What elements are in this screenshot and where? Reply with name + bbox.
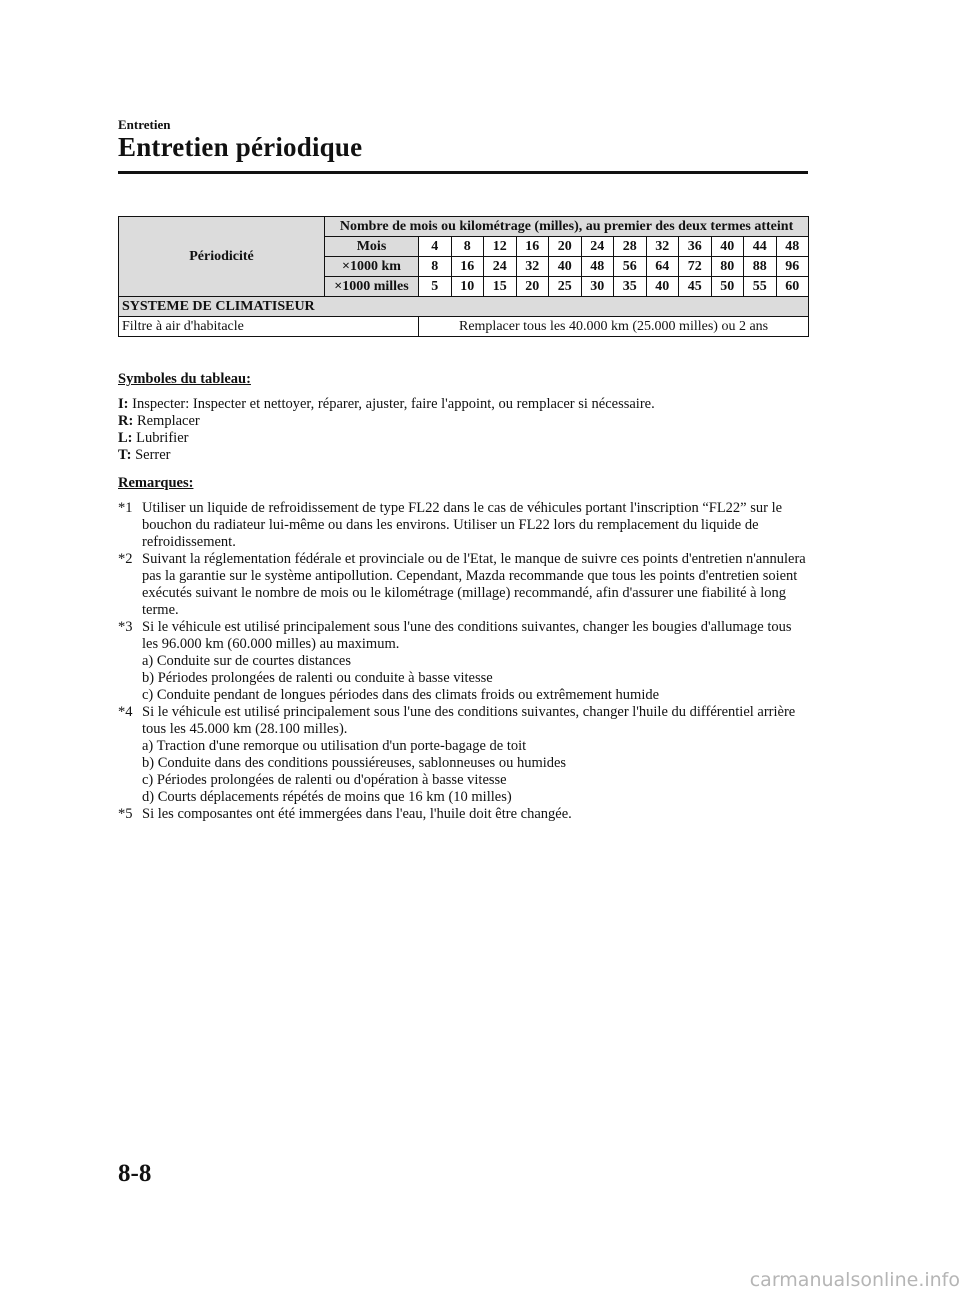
symbol-code: L: [118, 430, 133, 446]
interval-heading: Nombre de mois ou kilométrage (milles), au premier des deux termes atteint [325, 217, 809, 237]
table-cell: 48 [581, 257, 614, 277]
title-divider [118, 171, 808, 174]
table-cell: 40 [549, 257, 582, 277]
symbol-code: R: [118, 413, 134, 429]
table-cell: 44 [744, 237, 777, 257]
symbol-text: Lubrifier [136, 430, 189, 446]
remark-sub-item: b) Conduite dans des conditions poussiéreuses, sablonneuses ou humides [142, 755, 567, 771]
remark-mark: *5 [118, 806, 133, 822]
remark-mark: *1 [118, 500, 133, 516]
remark-item [118, 806, 808, 823]
table-cell: 8 [451, 237, 484, 257]
remark-item [118, 619, 808, 704]
table-cell: 50 [711, 277, 744, 297]
list-item [118, 396, 655, 413]
table-cell: 16 [516, 237, 549, 257]
remark-text: Si le véhicule est utilisé principalement sous l'une des conditions suivantes, changer l'huile du différentiel arrière tous les 45.000 km (28.100 milles). [142, 704, 796, 737]
list-item [118, 430, 655, 447]
table-cell: 20 [549, 237, 582, 257]
table-cell: 56 [614, 257, 647, 277]
remark-mark: *3 [118, 619, 133, 635]
remark-sub-item: d) Courts déplacements répétés de moins que 16 km (10 milles) [142, 789, 512, 805]
table-cell: 20 [516, 277, 549, 297]
table-cell: 36 [679, 237, 712, 257]
remark-item [118, 551, 808, 619]
remark-mark: *2 [118, 551, 133, 567]
symbol-text: Inspecter: Inspecter et nettoyer, réparer, ajuster, faire l'appoint, ou remplacer si nécessaire. [132, 396, 655, 412]
remark-mark: *4 [118, 704, 133, 720]
table-cell: 30 [581, 277, 614, 297]
table-cell: 80 [711, 257, 744, 277]
table-cell: 35 [614, 277, 647, 297]
table-section-title: SYSTEME DE CLIMATISEUR [119, 297, 809, 317]
remark-text: Si le véhicule est utilisé principalement sous l'une des conditions suivantes, changer les bougies d'allumage tous les 96.000 km (60.000 milles) au maximum. [142, 619, 792, 652]
table-cell: 15 [484, 277, 517, 297]
symbol-code: T: [118, 447, 132, 463]
remark-text: Suivant la réglementation fédérale et provinciale ou de l'Etat, le manque de suivre ces points d'entretien n'annulera pas la garantie sur le système antipollution. Cependant, Mazda recommande que tous les points d'entretien soient exécutés suivant le nombre de mois ou le kilométrage (millage) recommandé, afin d'assurer une fiabilité à long terme. [142, 551, 806, 618]
table-cell: 24 [484, 257, 517, 277]
symbol-code: I: [118, 396, 129, 412]
table-cell: 25 [549, 277, 582, 297]
table-cell: 55 [744, 277, 777, 297]
remark-item [118, 500, 808, 551]
symbol-text: Serrer [135, 447, 171, 463]
table-cell: 32 [516, 257, 549, 277]
row-label-months: Mois [325, 237, 419, 257]
remark-text: Utiliser un liquide de refroidissement de type FL22 dans le cas de véhicules portant l'inscription “FL22” sur le bouchon du radiateur lui-même ou dans les environs. Utiliser un FL22 lors du remplacement du liquide de refroidissement. [142, 500, 783, 550]
symbols-title: Symboles du tableau: [118, 371, 251, 387]
table-cell: 10 [451, 277, 484, 297]
item-instruction: Remplacer tous les 40.000 km (25.000 milles) ou 2 ans [419, 317, 809, 337]
table-cell: 48 [776, 237, 809, 257]
table-row [119, 217, 809, 237]
table-cell: 40 [646, 277, 679, 297]
table-cell: 28 [614, 237, 647, 257]
symbols-list [118, 396, 655, 464]
table-cell: 12 [484, 237, 517, 257]
table-cell: 16 [451, 257, 484, 277]
table-cell: 88 [744, 257, 777, 277]
remarks-title: Remarques: [118, 475, 194, 491]
table-cell: 24 [581, 237, 614, 257]
page-number: 8-8 [118, 1160, 152, 1187]
remark-text: Si les composantes ont été immergées dans l'eau, l'huile doit être changée. [142, 806, 572, 822]
remark-item [118, 704, 808, 806]
page-title: Entretien périodique [118, 132, 363, 162]
table-cell: 72 [679, 257, 712, 277]
table-cell: 64 [646, 257, 679, 277]
list-item [118, 413, 655, 430]
table-cell: 5 [419, 277, 452, 297]
table-cell: 96 [776, 257, 809, 277]
row-label-km: ×1000 km [325, 257, 419, 277]
remark-sub-item: c) Périodes prolongées de ralenti ou d'opération à basse vitesse [142, 772, 507, 788]
symbol-text: Remplacer [136, 413, 200, 429]
table-row [119, 317, 809, 337]
table-cell: 45 [679, 277, 712, 297]
remark-sub-item: c) Conduite pendant de longues périodes dans des climats froids ou extrêmement humide [142, 687, 660, 703]
remark-sub-item: a) Conduite sur de courtes distances [142, 653, 351, 669]
section-label: Entretien [118, 117, 171, 132]
list-item [118, 447, 655, 464]
row-label-miles: ×1000 milles [325, 277, 419, 297]
table-cell: 40 [711, 237, 744, 257]
table-cell: 60 [776, 277, 809, 297]
table-row [119, 297, 809, 317]
maintenance-schedule-table [118, 216, 809, 337]
table-cell: 32 [646, 237, 679, 257]
watermark[interactable]: carmanualsonline.info [749, 1269, 960, 1291]
remark-sub-item: a) Traction d'une remorque ou utilisation d'un porte-bagage de toit [142, 738, 527, 754]
remarks-list [118, 500, 808, 823]
period-label: Périodicité [119, 217, 325, 297]
item-name: Filtre à air d'habitacle [119, 317, 419, 337]
remark-sub-item: b) Périodes prolongées de ralenti ou conduite à basse vitesse [142, 670, 493, 686]
table-cell: 4 [419, 237, 452, 257]
table-cell: 8 [419, 257, 452, 277]
